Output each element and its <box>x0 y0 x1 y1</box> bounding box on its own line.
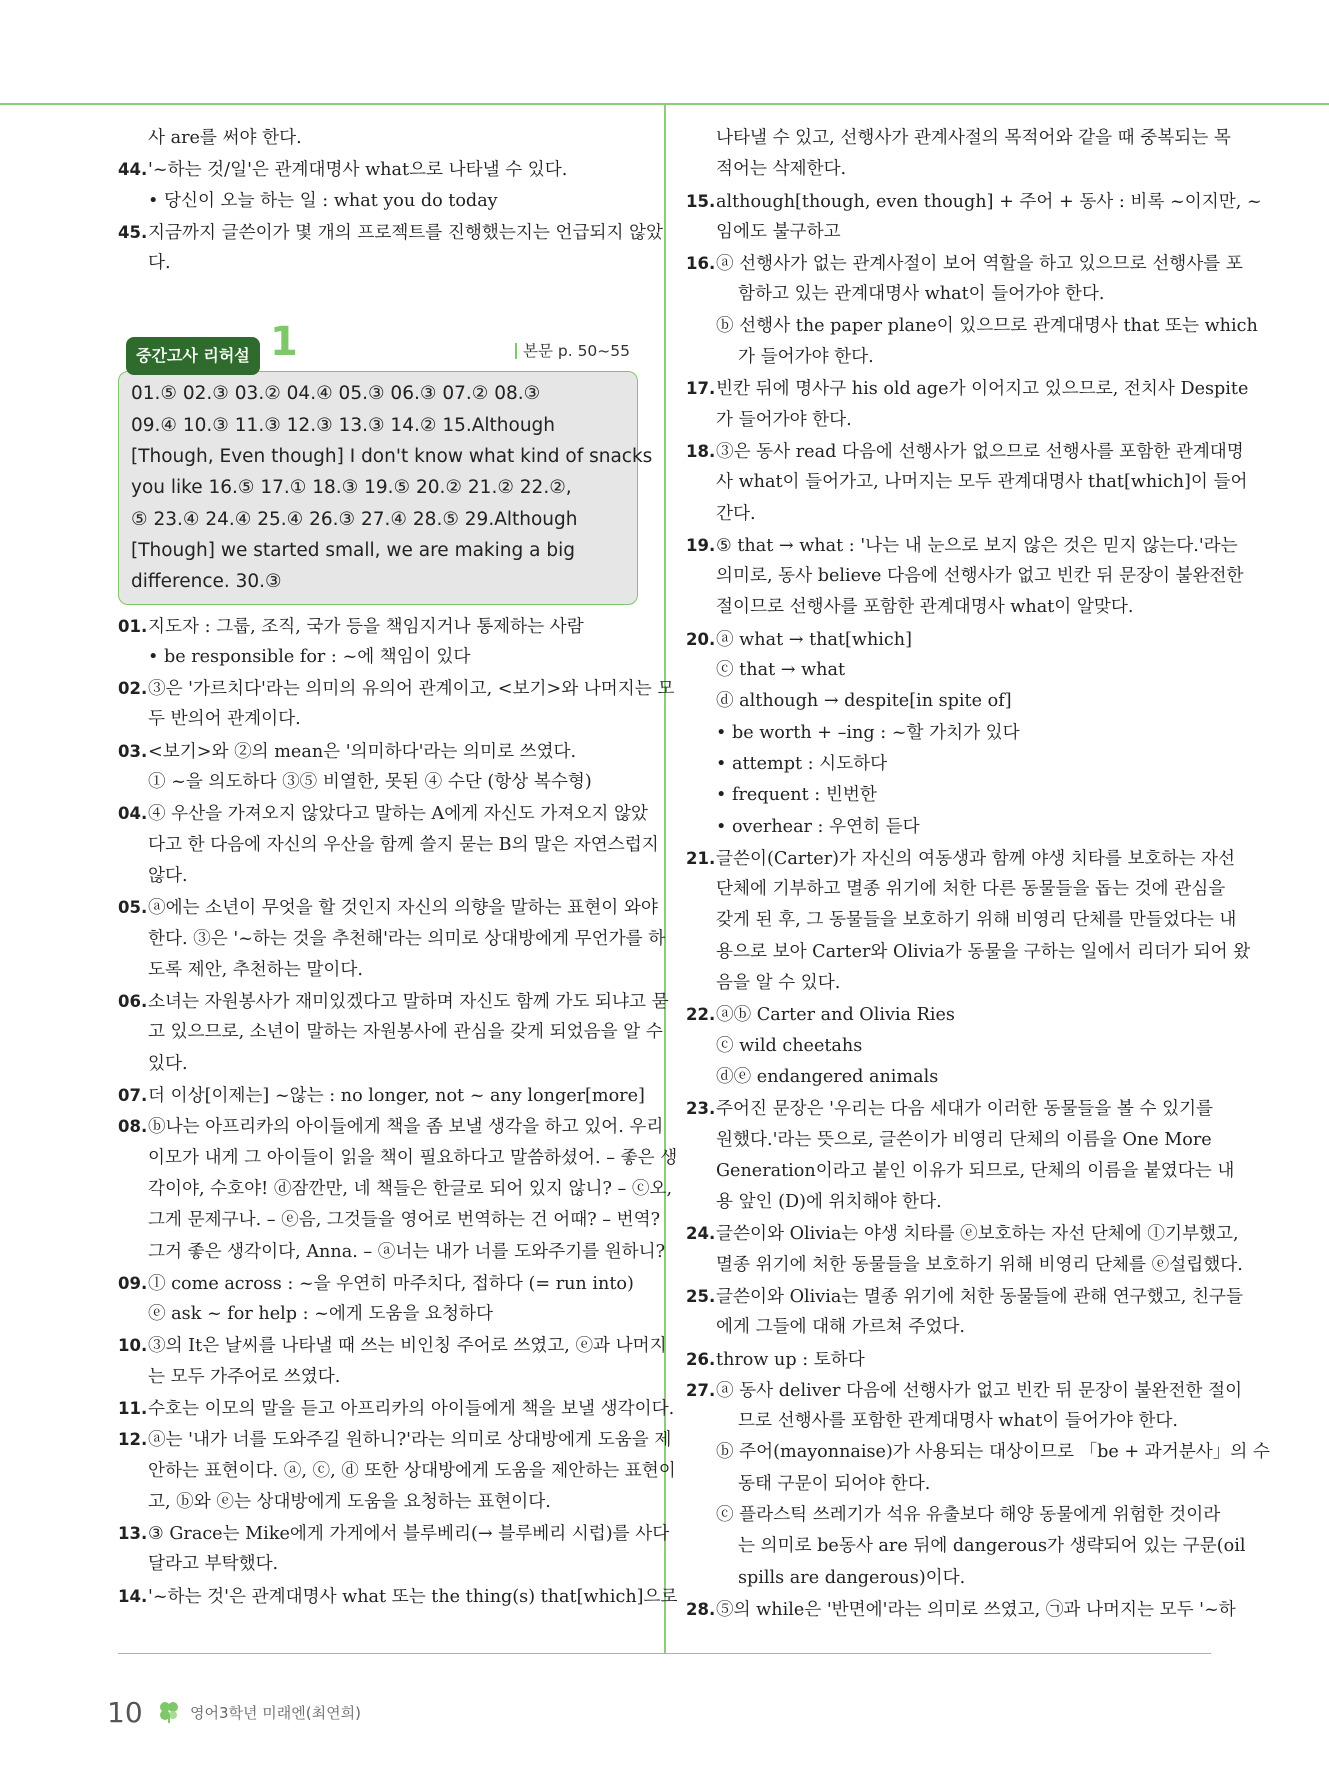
text-line <box>686 905 1237 936</box>
text-line <box>118 1518 670 1549</box>
text-line <box>686 592 1211 623</box>
text-line <box>686 1312 1211 1343</box>
item-number: 06. <box>118 992 148 1012</box>
item-number: 44. <box>118 160 148 180</box>
line-text: ③은 '가르치다'라는 의미의 유의어 관계이고, <보기>와 나머지는 모 <box>148 679 675 700</box>
answer-line: difference. 30.③ <box>131 571 282 593</box>
line-text: 고, ⓑ와 ⓔ는 상대방에게 도움을 요청하는 표현이다. <box>148 1491 551 1512</box>
item-number: 12. <box>118 1430 148 1450</box>
line-text: 다고 한 다음에 자신의 우산을 함께 쓸지 묻는 B의 말은 자연스럽지 <box>148 834 659 855</box>
text-line <box>686 154 1211 185</box>
line-text: 더 이상[이제는] ~않는 : no longer, not ~ any longer[more] <box>148 1086 645 1107</box>
line-text: 적어는 삭제한다. <box>716 159 847 180</box>
text-line <box>118 704 640 735</box>
item-number: 25. <box>686 1286 716 1306</box>
line-text: ⓒ wild cheetahs <box>716 1035 863 1056</box>
left-top-block <box>118 123 664 279</box>
text-line <box>118 1393 675 1424</box>
left-column <box>118 123 678 1612</box>
text-line <box>118 1205 661 1236</box>
text-line <box>686 655 1211 686</box>
line-text: 원했다.'라는 뜻으로, 글쓴이가 비영리 단체의 이름을 One More <box>716 1129 1212 1150</box>
item-number: 24. <box>686 1224 716 1244</box>
line-text: • be responsible for : ~에 책임이 있다 <box>148 646 471 667</box>
line-text: 용 앞인 (D)에 위치해야 한다. <box>716 1192 942 1213</box>
item-number: 20. <box>686 629 716 649</box>
answer-line: 09.④ 10.③ 11.③ 12.③ 13.③ 14.② 15.Although <box>131 414 556 436</box>
text-line <box>118 861 640 892</box>
line-text: ⓐⓑ Carter and Olivia Ries <box>716 1005 955 1026</box>
line-text: 절이므로 선행사를 포함한 관계대명사 what이 알맞다. <box>716 597 1134 618</box>
text-line <box>686 217 1211 248</box>
text-line <box>686 718 1211 749</box>
answer-line: ⑤ 23.④ 24.④ 25.④ 26.③ 27.④ 28.⑤ 29.Although <box>131 508 578 530</box>
line-text: 주어진 문장은 '우리는 다음 세대가 이러한 동물들을 볼 수 있기를 <box>716 1099 1214 1120</box>
line-text: 단체에 기부하고 멸종 위기에 처한 다른 동물들을 돕는 것에 관심을 <box>716 879 1226 900</box>
item-number: 19. <box>686 535 716 555</box>
line-text: ⓑ 주어(mayonnaise)가 사용되는 대상이므로 「be + 과거분사」의 수 <box>716 1442 1270 1463</box>
text-line <box>118 611 640 642</box>
item-number: 03. <box>118 741 148 761</box>
line-text: 음을 알 수 있다. <box>716 973 841 994</box>
text-line <box>118 1080 645 1111</box>
item-number: 15. <box>686 191 716 211</box>
text-line <box>686 874 1226 905</box>
line-text: 글쓴이(Carter)가 자신의 여동생과 함께 야생 치타를 보호하는 자선 <box>716 848 1236 869</box>
text-line <box>686 937 1251 968</box>
text-line <box>118 673 675 704</box>
exam-round: 1 <box>270 319 298 366</box>
text-line <box>118 186 640 217</box>
text-line <box>686 1093 1214 1124</box>
line-text: • overhear : 우연히 듣다 <box>716 816 920 837</box>
line-text: 안하는 표현이다. ⓐ, ⓒ, ⓓ 또한 상대방에게 도움을 제안하는 표현이 <box>148 1460 676 1481</box>
text-line <box>686 499 1211 530</box>
text-line <box>686 1406 1211 1437</box>
line-text: 않다. <box>148 865 188 886</box>
line-text: 그거 좋은 생각이다, Anna. – ⓐ너는 내가 너를 도와주기를 원하니? <box>148 1241 666 1262</box>
item-number: 18. <box>686 441 716 461</box>
text-line <box>118 1017 663 1048</box>
text-line <box>686 1125 1211 1156</box>
text-line <box>686 123 1231 154</box>
line-text: 에게 그들에 대해 가르쳐 주었다. <box>716 1317 965 1338</box>
text-line <box>118 798 648 829</box>
line-text: ⓓ although → despite[in spite of] <box>716 691 1012 712</box>
line-text: 이모가 내게 그 아이들이 읽을 책이 필요하다고 말씀하셨어. – 좋은 생 <box>148 1147 678 1168</box>
item-number: 17. <box>686 379 716 399</box>
line-text: ⓑ나는 아프리카의 아이들에게 책을 좀 보낼 생각을 하고 있어. 우리 <box>148 1117 664 1138</box>
text-line <box>686 1250 1243 1281</box>
item-number: 02. <box>118 679 148 699</box>
text-line <box>118 1143 678 1174</box>
item-number: 22. <box>686 1005 716 1025</box>
text-line <box>686 436 1244 467</box>
text-line <box>118 1299 640 1330</box>
text-line <box>118 1549 640 1580</box>
exam-page-ref: 본문 p. 50~55 <box>515 343 630 359</box>
text-line <box>686 1344 1211 1375</box>
line-text: 달라고 부탁했다. <box>148 1554 279 1575</box>
answer-line: you like 16.⑤ 17.① 18.③ 19.⑤ 20.② 21.② 22.②, <box>131 477 572 499</box>
text-line <box>118 1424 672 1455</box>
text-line <box>686 999 1211 1030</box>
item-number: 16. <box>686 254 716 274</box>
item-number: 26. <box>686 1349 716 1369</box>
text-line <box>118 1174 673 1205</box>
line-text: • frequent : 빈번한 <box>716 785 877 806</box>
line-text: ⓒ 플라스틱 쓰레기가 석유 유출보다 해양 동물에게 위험한 것이라 <box>716 1505 1221 1526</box>
line-text: • attempt : 시도하다 <box>716 753 888 774</box>
text-line <box>118 924 666 955</box>
text-line <box>686 812 1211 843</box>
text-line <box>686 624 1211 655</box>
line-text: spills are dangerous)이다. <box>738 1567 966 1588</box>
line-text: 는 의미로 be동사 are 뒤에 dangerous가 생략되어 있는 구문(oil <box>738 1536 1246 1557</box>
line-text: 한다. ③은 '~하는 것을 추천해'라는 의미로 상대방에게 무언가를 하 <box>148 928 666 949</box>
answer-key-box <box>118 371 653 604</box>
text-line <box>686 561 1244 592</box>
line-text: 함하고 있는 관계대명사 what이 들어가야 한다. <box>738 284 1105 305</box>
text-line <box>118 986 669 1017</box>
line-text: 용으로 보아 Carter와 Olivia가 동물을 구하는 일에서 리더가 되어 왔 <box>716 941 1251 962</box>
text-line <box>118 248 640 279</box>
text-line <box>686 467 1248 498</box>
column-divider <box>664 105 666 1653</box>
line-text: 글쓴이와 Olivia는 야생 치타를 ⓔ보호하는 자선 단체에 ⓛ기부했고, <box>716 1224 1239 1245</box>
line-text: 갖게 된 후, 그 동물들을 보호하기 위해 비영리 단체를 만들었다는 내 <box>716 910 1237 931</box>
answer-line: [Though, Even though] I don't know what kind of snacks <box>131 446 653 468</box>
line-text: 나타낼 수 있고, 선행사가 관계사절의 목적어와 같을 때 중복되는 목 <box>716 128 1231 148</box>
line-text: ⓛ come across : ~을 우연히 마주치다, 접하다 (= run into) <box>148 1273 634 1294</box>
text-line <box>686 1031 1211 1062</box>
line-text: ⓐ 동사 deliver 다음에 선행사가 없고 빈칸 뒤 문장이 불완전한 절이 <box>716 1380 1243 1401</box>
text-line <box>118 217 664 248</box>
line-text: 의미로, 동사 believe 다음에 선행사가 없고 빈칸 뒤 문장이 불완전한 <box>716 566 1244 587</box>
item-number: 10. <box>118 1336 148 1356</box>
answer-line: [Though] we started small, we are making a big <box>131 539 575 561</box>
text-line <box>118 642 640 673</box>
line-text: 소녀는 자원봉사가 재미있겠다고 말하며 자신도 함께 가도 되냐고 묻 <box>148 992 669 1013</box>
line-text: 지금까지 글쓴이가 몇 개의 프로젝트를 진행했는지는 언급되지 않았 <box>148 222 664 243</box>
line-text: '~하는 것/일'은 관계대명사 what으로 나타낼 수 있다. <box>148 160 568 181</box>
line-text: ③ Grace는 Mike에게 가게에서 블루베리(→ 블루베리 시럽)를 사다 <box>148 1524 670 1545</box>
line-text: ⓐ what → that[which] <box>716 629 912 650</box>
line-text: 멸종 위기에 처한 동물들을 보호하기 위해 비영리 단체를 ⓔ설립했다. <box>716 1254 1243 1275</box>
line-text: 사 are를 써야 한다. <box>148 128 302 148</box>
text-line <box>686 186 1262 217</box>
line-text: 빈칸 뒤에 명사구 his old age가 이어지고 있으므로, 전치사 Despite <box>716 379 1249 400</box>
line-text: 글쓴이와 Olivia는 멸종 위기에 처한 동물들에 관해 연구했고, 친구들 <box>716 1286 1243 1307</box>
item-number: 01. <box>118 616 148 636</box>
line-text: ④ 우산을 가져오지 않았다고 말하는 A에게 자신도 가져오지 않았 <box>148 804 648 825</box>
item-number: 13. <box>118 1524 148 1544</box>
text-line <box>686 1156 1235 1187</box>
text-line <box>686 843 1236 874</box>
text-line <box>686 1375 1243 1406</box>
line-text: ⑤의 while은 '반면에'라는 의미로 쓰였고, ㉠과 나머지는 모두 '~하 <box>716 1599 1236 1620</box>
line-text: ⓔ ask ~ for help : ~에게 도움을 요청하다 <box>148 1304 494 1325</box>
left-bottom-block <box>118 611 678 1613</box>
line-text: '~하는 것'은 관계대명사 what 또는 the thing(s) that[which]으로 <box>148 1586 678 1607</box>
text-line <box>686 1187 1211 1218</box>
line-text: throw up : 토하다 <box>716 1349 865 1370</box>
line-text: 는 모두 가주어로 쓰였다. <box>148 1366 341 1387</box>
line-text: although[though, even though] + 주어 + 동사 : 비록 ~이지만, ~ <box>716 191 1262 212</box>
line-text: 그게 문제구나. – ⓔ음, 그것들을 영어로 번역하는 건 어때? – 번역? <box>148 1210 661 1231</box>
text-line <box>686 279 1211 310</box>
line-text: ⓐ는 '내가 너를 도와주길 원하니?'라는 의미로 상대방에게 도움을 제 <box>148 1430 672 1451</box>
line-text: • 당신이 오늘 하는 일 : what you do today <box>148 190 498 211</box>
item-number: 11. <box>118 1398 148 1418</box>
text-line <box>686 248 1243 279</box>
line-text: 도록 제안, 추천하는 말이다. <box>148 959 363 980</box>
clover-logo-icon <box>158 1700 180 1724</box>
page-number: 10 <box>107 1696 143 1729</box>
line-text: 간다. <box>716 503 756 524</box>
line-text: 고 있으므로, 소년이 말하는 자원봉사에 관심을 갖게 되었음을 알 수 <box>148 1022 663 1043</box>
text-line <box>118 736 640 767</box>
item-number: 04. <box>118 804 148 824</box>
text-line <box>686 780 1211 811</box>
line-text: 있다. <box>148 1053 188 1074</box>
text-line <box>686 342 1211 373</box>
text-line <box>686 1218 1239 1249</box>
line-text: • be worth + –ing : ~할 가치가 있다 <box>716 722 1020 743</box>
text-line <box>118 123 640 154</box>
text-line <box>118 1487 640 1518</box>
item-number: 08. <box>118 1117 148 1137</box>
line-text: 사 what이 들어가고, 나머지는 모두 관계대명사 that[which]이 들어 <box>716 472 1248 493</box>
item-number: 21. <box>686 848 716 868</box>
text-line <box>118 1111 664 1142</box>
line-text: ⓐ에는 소년이 무엇을 할 것인지 자신의 의향을 말하는 표현이 와야 <box>148 898 658 919</box>
text-line <box>118 1268 640 1299</box>
line-text: 두 반의어 관계이다. <box>148 709 301 730</box>
text-line <box>686 311 1258 342</box>
text-line <box>118 1362 640 1393</box>
right-column <box>686 123 1270 1625</box>
line-text: ⓐ 선행사가 없는 관계사절이 보어 역할을 하고 있으므로 선행사를 포 <box>716 254 1243 275</box>
line-text: 임에도 불구하고 <box>716 221 841 242</box>
text-line <box>686 1531 1246 1562</box>
line-text: <보기>와 ②의 mean은 '의미하다'라는 의미로 쓰였다. <box>148 741 577 762</box>
line-text: 지도자 : 그룹, 조직, 국가 등을 책임지거나 통제하는 사람 <box>148 616 584 637</box>
text-line <box>686 686 1211 717</box>
line-text: 가 들어가야 한다. <box>716 409 852 430</box>
text-line <box>686 1062 1211 1093</box>
text-line <box>686 749 1211 780</box>
exam-header <box>118 319 640 369</box>
text-line <box>686 1500 1221 1531</box>
line-text: ⑤ that → what : '나는 내 눈으로 보지 않은 것은 믿지 않는다.'라는 <box>716 535 1238 556</box>
line-text: Generation이라고 붙인 이유가 되므로, 단체의 이름을 붙였다는 내 <box>716 1160 1235 1181</box>
exam-tag: 중간고사 리허설 <box>126 337 260 374</box>
text-line <box>686 1469 1211 1500</box>
text-line <box>118 1581 678 1612</box>
text-line <box>118 1049 640 1080</box>
line-text: ⓑ 선행사 the paper plane이 있으므로 관계대명사 that 또는 which <box>716 315 1258 336</box>
text-line <box>118 830 659 861</box>
line-text: ⓓⓔ endangered animals <box>716 1066 939 1087</box>
text-line <box>686 1437 1270 1468</box>
item-number: 45. <box>118 222 148 242</box>
right-block <box>686 123 1270 1625</box>
line-text: 각이야, 수호야! ⓓ잠깐만, 네 책들은 한글로 되어 있지 않니? – ⓒ오, <box>148 1178 673 1199</box>
answer-line: 01.⑤ 02.③ 03.② 04.④ 05.③ 06.③ 07.② 08.③ <box>131 383 541 405</box>
line-text: 므로 선행사를 포함한 관계대명사 what이 들어가야 한다. <box>738 1411 1179 1432</box>
line-text: 동태 구문이 되어야 한다. <box>738 1473 931 1494</box>
item-number: 23. <box>686 1099 716 1119</box>
text-line <box>686 373 1249 404</box>
text-line <box>686 1563 1211 1594</box>
text-line <box>118 892 658 923</box>
line-text: ③은 동사 read 다음에 선행사가 없으므로 선행사를 포함한 관계대명 <box>716 441 1244 462</box>
line-text: ⓒ that → what <box>716 660 846 681</box>
footer-title: 영어3학년 미래엔(최연희) <box>190 1704 361 1722</box>
text-line <box>118 1237 666 1268</box>
item-number: 27. <box>686 1380 716 1400</box>
line-text: 다. <box>148 253 171 274</box>
text-line <box>118 767 640 798</box>
line-text: 수호는 이모의 말을 듣고 아프리카의 아이들에게 책을 보낼 생각이다. <box>148 1398 675 1419</box>
text-line <box>686 1281 1243 1312</box>
item-number: 05. <box>118 898 148 918</box>
line-text: 가 들어가야 한다. <box>738 347 874 368</box>
line-text: ① ~을 의도하다 ③⑤ 비열한, 못된 ④ 수단 (항상 복수형) <box>148 772 592 793</box>
bottom-rule <box>118 1653 1211 1654</box>
text-line <box>686 1594 1236 1625</box>
item-number: 14. <box>118 1586 148 1606</box>
line-text: ③의 It은 날씨를 나타낼 때 쓰는 비인칭 주어로 쓰였고, ⓔ과 나머지 <box>148 1336 667 1357</box>
text-line <box>686 968 1211 999</box>
text-line <box>118 154 640 185</box>
text-line <box>686 405 1211 436</box>
item-number: 07. <box>118 1086 148 1106</box>
item-number: 09. <box>118 1273 148 1293</box>
text-line <box>686 530 1238 561</box>
text-line <box>118 1330 667 1361</box>
text-line <box>118 1456 676 1487</box>
text-line <box>118 955 640 986</box>
item-number: 28. <box>686 1599 716 1619</box>
